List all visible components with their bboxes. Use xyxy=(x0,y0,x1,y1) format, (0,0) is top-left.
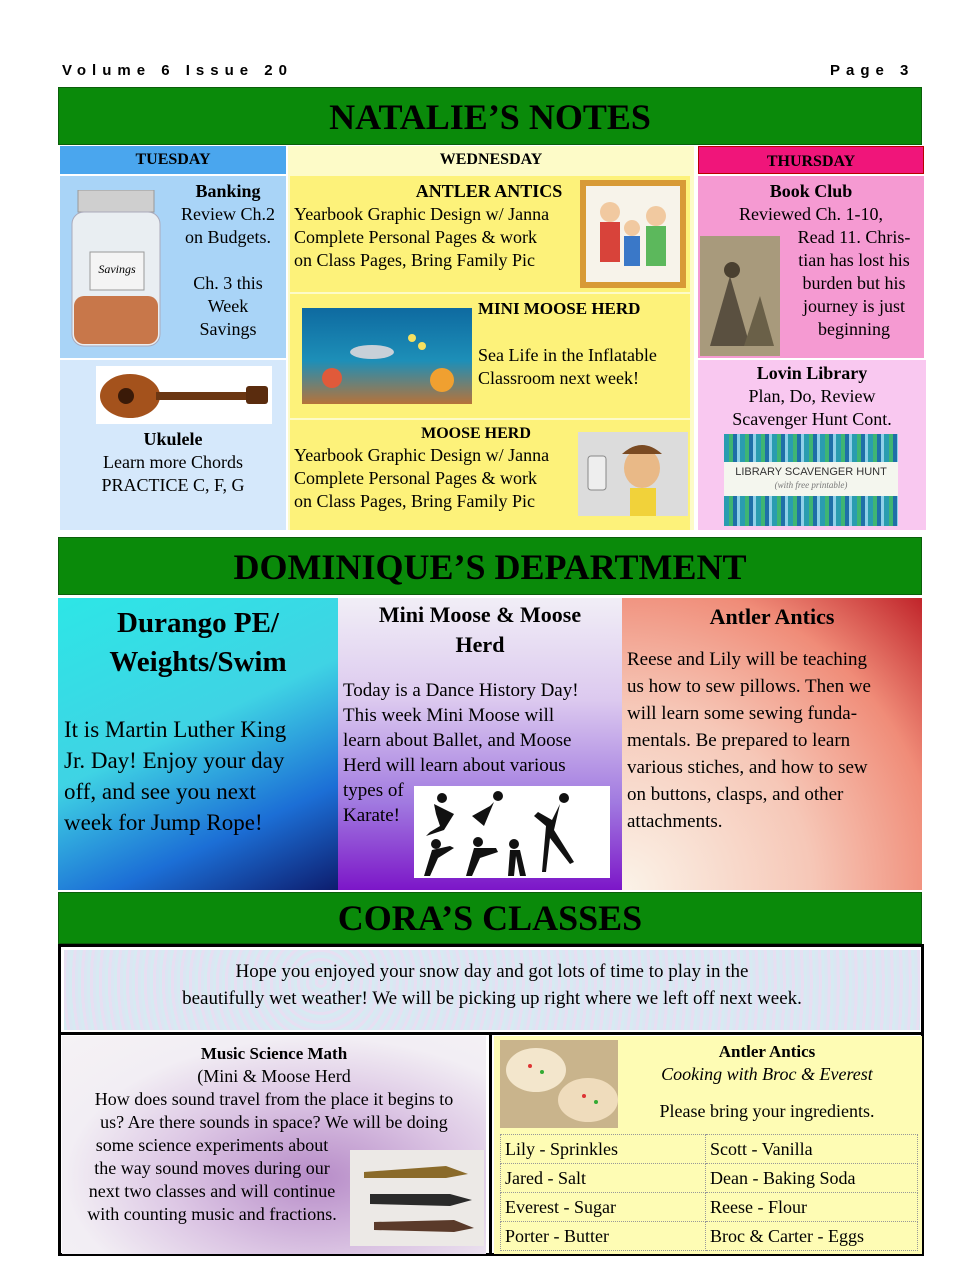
library-text xyxy=(698,362,926,431)
book-line: Reviewed Ch. 1-10, xyxy=(739,204,883,224)
banking-line: on Budgets. xyxy=(184,227,271,247)
antler-antics-panel xyxy=(290,176,690,292)
book-club-title: Book Club xyxy=(769,181,853,201)
ingredient-cell: Scott - Vanilla xyxy=(706,1135,918,1164)
music-line: us? Are there sounds in space? We will be doing xyxy=(100,1112,448,1132)
pe-line: off, and see you next xyxy=(64,779,256,804)
pe-text xyxy=(64,714,334,838)
vertical-divider xyxy=(489,1032,492,1256)
sewing-line: us how to sew pillows. Then we xyxy=(627,676,871,697)
page-number: Page 3 xyxy=(830,62,915,79)
section-title: NATALIE’S NOTES xyxy=(329,97,651,137)
mini-line: Sea Life in the Inflatable xyxy=(478,345,657,365)
mini-line: Classroom next week! xyxy=(478,368,639,388)
book-line: journey is just xyxy=(803,296,905,316)
woody-selfie-image xyxy=(578,432,688,516)
moose-line: Yearbook Graphic Design w/ Janna xyxy=(294,445,550,465)
ingredient-cell: Jared - Salt xyxy=(501,1164,706,1193)
dancers-silhouette-image xyxy=(414,786,610,878)
book-line: tian has lost his xyxy=(798,250,910,270)
pe-panel xyxy=(58,598,338,890)
music-sub: (Mini & Moose Herd xyxy=(197,1066,351,1086)
dance-title xyxy=(338,600,622,660)
antler-line: on Class Pages, Bring Family Pic xyxy=(294,250,536,270)
wednesday-column xyxy=(288,146,694,530)
natalies-notes-banner xyxy=(58,87,922,145)
antler-antics-title: ANTLER ANTICS xyxy=(415,181,563,201)
cooking-head xyxy=(614,1040,920,1123)
scavenger-hunt-label xyxy=(724,462,898,496)
family-image xyxy=(580,180,686,288)
sewing-line: on buttons, clasps, and other xyxy=(627,784,844,805)
dance-line: types of xyxy=(343,780,404,801)
lovin-library-panel xyxy=(698,360,926,530)
dance-line: Herd will learn about various xyxy=(343,755,566,776)
scavenger-title: LIBRARY SCAVENGER HUNT xyxy=(735,466,887,478)
dance-line: Today is a Dance History Day! xyxy=(343,680,579,701)
ukulele-text xyxy=(60,428,286,497)
music-line: the way sound moves during our xyxy=(94,1158,330,1178)
pe-line: It is Martin Luther King xyxy=(64,717,287,742)
book-line: beginning xyxy=(818,319,890,339)
volume-issue: Volume 6 Issue 20 xyxy=(62,62,293,79)
tuesday-column xyxy=(60,146,286,530)
music-head xyxy=(62,1042,486,1088)
moose-herd-panel xyxy=(290,420,690,530)
music-title: Music Science Math xyxy=(200,1044,348,1063)
dance-title-line: Mini Moose & Moose xyxy=(378,602,582,627)
library-title: Lovin Library xyxy=(756,363,868,383)
moose-herd-title: MOOSE HERD xyxy=(421,425,531,442)
sewing-line: mentals. Be prepared to learn xyxy=(627,730,851,751)
cookies-image xyxy=(500,1040,618,1128)
book-line: burden but his xyxy=(802,273,906,293)
mini-moose-title: MINI MOOSE HERD xyxy=(478,299,641,318)
dance-line: This week Mini Moose will xyxy=(343,705,555,726)
ukulele-line: PRACTICE C, F, G xyxy=(101,475,245,495)
music-intro xyxy=(62,1088,486,1134)
music-science-panel xyxy=(62,1036,486,1254)
moose-herd-text xyxy=(294,444,584,513)
thursday-header: THURSDAY xyxy=(698,146,924,174)
ingredient-cell: Lily - Sprinkles xyxy=(501,1135,706,1164)
banking-title: Banking xyxy=(195,181,261,201)
dominiques-department-banner xyxy=(58,537,922,595)
table-row xyxy=(501,1135,918,1164)
cooking-panel xyxy=(494,1036,922,1254)
pe-title-line: Weights/Swim xyxy=(109,646,287,678)
wednesday-header: WEDNESDAY xyxy=(439,151,543,168)
music-line: with counting music and fractions. xyxy=(87,1204,337,1224)
music-body xyxy=(72,1134,352,1226)
sea-life-image xyxy=(302,308,472,404)
ukulele-title: Ukulele xyxy=(143,429,203,449)
sewing-line: will learn some sewing funda- xyxy=(627,703,858,724)
pe-line: Jr. Day! Enjoy your day xyxy=(64,748,285,773)
pe-title-line: Durango PE/ xyxy=(117,607,279,639)
banking-line: Savings xyxy=(199,319,257,339)
scavenger-sub: (with free printable) xyxy=(774,480,848,490)
book-line: Read 11. Chris- xyxy=(797,227,911,247)
pilgrim-engraving-image xyxy=(700,236,780,356)
ukulele-line: Learn more Chords xyxy=(103,452,243,472)
cooking-sub: Cooking with Broc & Everest xyxy=(661,1064,873,1084)
book-club-head xyxy=(698,180,924,226)
section-title: DOMINIQUE’S DEPARTMENT xyxy=(233,547,747,587)
dance-title-line: Herd xyxy=(455,632,505,657)
ingredient-cell: Porter - Butter xyxy=(501,1222,706,1251)
banking-line: Review Ch.2 xyxy=(181,204,275,224)
dance-line: Karate! xyxy=(343,805,400,826)
ingredient-cell: Broc & Carter - Eggs xyxy=(706,1222,918,1251)
banking-line: Ch. 3 this xyxy=(193,273,263,293)
savings-label: Savings xyxy=(98,262,136,276)
antler-line: Complete Personal Pages & work xyxy=(294,227,537,247)
sewing-line: Reese and Lily will be teaching xyxy=(627,649,868,670)
cooking-title: Antler Antics xyxy=(718,1042,816,1061)
table-row xyxy=(501,1222,918,1251)
moose-line: Complete Personal Pages & work xyxy=(294,468,537,488)
cooking-note: Please bring your ingredients. xyxy=(659,1101,875,1121)
ukulele-panel xyxy=(60,360,286,530)
antler-antics-text xyxy=(294,203,584,272)
section-title: CORA’S CLASSES xyxy=(337,898,643,938)
antler-line: Yearbook Graphic Design w/ Janna xyxy=(294,204,550,224)
mini-moose-text xyxy=(478,344,688,390)
thursday-column xyxy=(696,146,928,530)
intro-line: Hope you enjoyed your snow day and got lots of time to play in the xyxy=(235,961,749,982)
book-club-text xyxy=(784,226,924,341)
sewing-line: various stiches, and how to sew xyxy=(627,757,868,778)
ingredient-cell: Everest - Sugar xyxy=(501,1193,706,1222)
mini-moose-panel xyxy=(290,294,690,418)
ingredient-cell: Dean - Baking Soda xyxy=(706,1164,918,1193)
scavenger-hunt-image xyxy=(724,434,898,526)
snow-day-note xyxy=(64,950,920,1030)
ukulele-image xyxy=(96,366,272,424)
table-row xyxy=(501,1164,918,1193)
music-line: some science experiments about xyxy=(95,1135,329,1155)
tuesday-header: TUESDAY xyxy=(60,146,286,174)
table-row xyxy=(501,1193,918,1222)
sewing-panel xyxy=(622,598,922,890)
banking-panel xyxy=(60,176,286,358)
sewing-line: attachments. xyxy=(627,811,723,832)
savings-jar-image xyxy=(66,190,166,350)
ingredients-table xyxy=(500,1134,918,1251)
dance-line: learn about Ballet, and Moose xyxy=(343,730,572,751)
coras-classes-banner xyxy=(58,892,922,944)
library-line: Scavenger Hunt Cont. xyxy=(732,409,892,429)
pe-line: week for Jump Rope! xyxy=(64,810,263,835)
ingredient-cell: Reese - Flour xyxy=(706,1193,918,1222)
sewing-title: Antler Antics xyxy=(709,604,835,629)
dance-panel xyxy=(338,598,622,890)
banking-line: Week xyxy=(207,296,249,316)
sewing-text xyxy=(627,646,921,835)
book-club-panel xyxy=(698,176,924,358)
music-line: next two classes and will continue xyxy=(88,1181,336,1201)
banking-text xyxy=(168,180,288,341)
moose-line: on Class Pages, Bring Family Pic xyxy=(294,491,536,511)
tuning-forks-image xyxy=(350,1150,484,1246)
library-line: Plan, Do, Review xyxy=(748,386,876,406)
music-line: How does sound travel from the place it begins to xyxy=(94,1089,454,1109)
intro-line: beautifully wet weather! We will be picking up right where we left off next week. xyxy=(182,988,802,1009)
pe-title xyxy=(58,604,338,682)
